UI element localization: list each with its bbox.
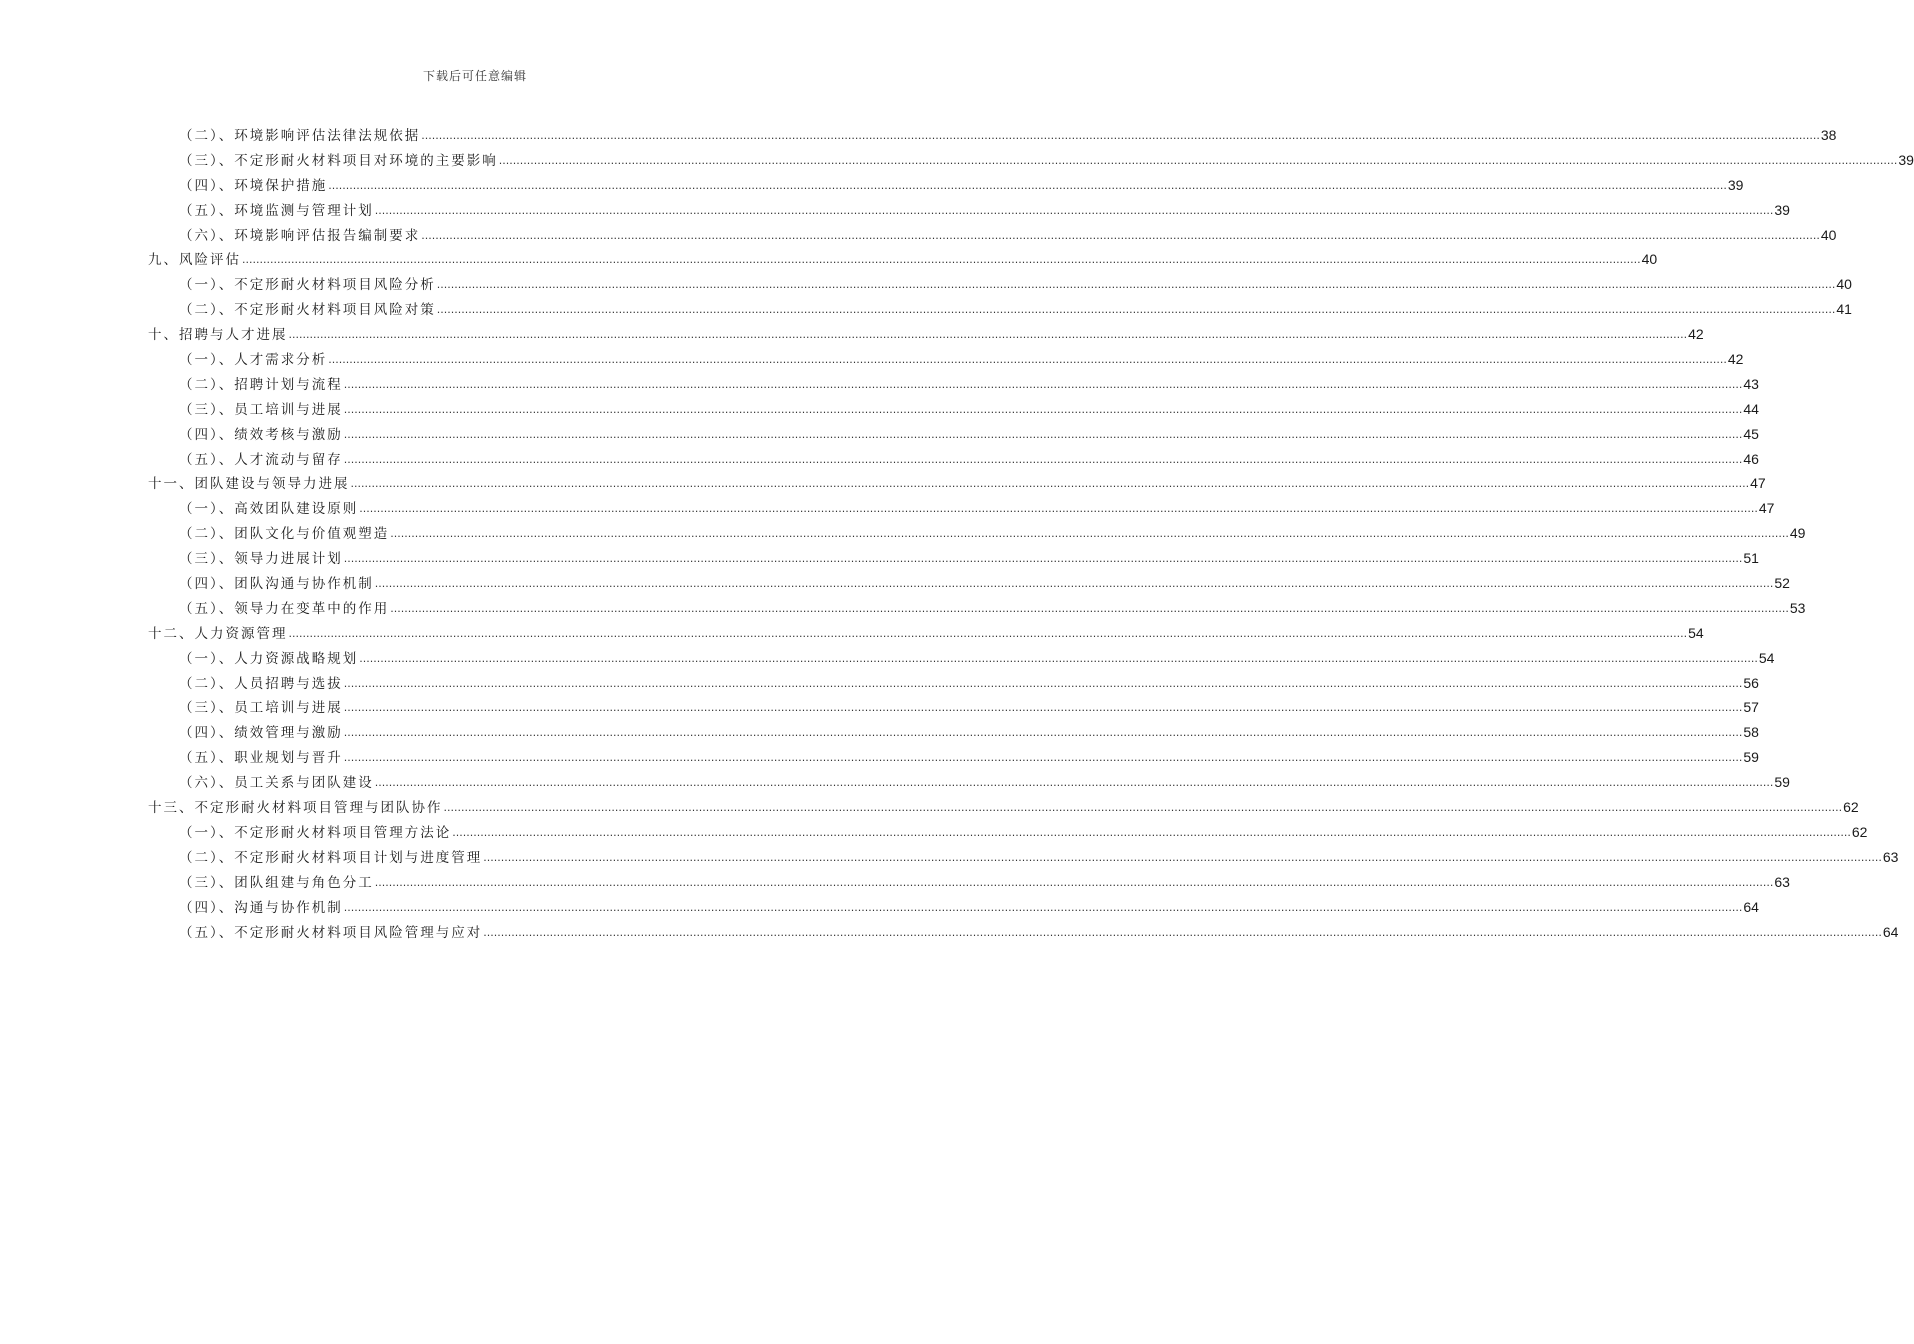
toc-section-entry[interactable] bbox=[148, 771, 1790, 796]
toc-section-entry[interactable] bbox=[148, 672, 1759, 697]
toc-dot-leader: ................................................................................................................................................................................................................................................................................................................................................................................................................ bbox=[374, 577, 1774, 591]
toc-page-number: 38 bbox=[1820, 127, 1837, 143]
toc-entry-title: （四）、环境保护措施 bbox=[179, 177, 328, 194]
toc-page-number: 64 bbox=[1743, 898, 1759, 915]
toc-page-number: 54 bbox=[1688, 624, 1704, 641]
page-header: 下载后可任意编辑 bbox=[422, 69, 527, 83]
toc-section-entry[interactable] bbox=[148, 398, 1759, 423]
toc-entry-title: （三）、领导力进展计划 bbox=[179, 551, 343, 568]
toc-chapter-entry[interactable] bbox=[148, 248, 1658, 273]
toc-entry-title: （五）、环境监测与管理计划 bbox=[179, 202, 374, 219]
toc-dot-leader: ................................................................................................................................................................................................................................................................................................................................................................................................................ bbox=[343, 676, 1743, 690]
toc-page-number: 43 bbox=[1743, 375, 1759, 392]
toc-page-number: 54 bbox=[1758, 649, 1775, 666]
toc-section-entry[interactable] bbox=[148, 572, 1790, 597]
toc-dot-leader: ................................................................................................................................................................................................................................................................................................................................................................................................................ bbox=[436, 278, 1836, 292]
toc-section-entry[interactable] bbox=[148, 448, 1759, 473]
toc-dot-leader: ................................................................................................................................................................................................................................................................................................................................................................................................................ bbox=[343, 427, 1743, 441]
toc-dot-leader: ................................................................................................................................................................................................................................................................................................................................................................................................................ bbox=[288, 328, 1688, 342]
toc-dot-leader: ................................................................................................................................................................................................................................................................................................................................................................................................................ bbox=[343, 452, 1743, 466]
toc-entry-title: （五）、领导力在变革中的作用 bbox=[179, 600, 390, 617]
toc-entry-title: （二）、环境影响评估法律法规依据 bbox=[179, 128, 421, 144]
toc-section-entry[interactable] bbox=[148, 746, 1759, 771]
toc-chapter-entry[interactable] bbox=[148, 796, 1859, 821]
toc-dot-leader: ................................................................................................................................................................................................................................................................................................................................................................................................................ bbox=[328, 178, 1727, 192]
toc-entry-title: 十三、不定形耐火材料项目管理与团队协作 bbox=[148, 800, 443, 817]
toc-entry-title: （五）、不定形耐火材料项目风险管理与应对 bbox=[179, 924, 483, 941]
toc-entry-title: （一）、不定形耐火材料项目风险分析 bbox=[179, 277, 436, 294]
toc-page-number: 64 bbox=[1882, 923, 1899, 940]
toc-dot-leader: ................................................................................................................................................................................................................................................................................................................................................................................................................ bbox=[343, 701, 1743, 715]
toc-page-number: 59 bbox=[1743, 749, 1759, 766]
toc-dot-leader: ................................................................................................................................................................................................................................................................................................................................................................................................................ bbox=[359, 502, 1758, 516]
toc-page-number: 56 bbox=[1743, 674, 1759, 691]
toc-entry-title: （一）、人力资源战略规划 bbox=[179, 650, 359, 667]
toc-section-entry[interactable] bbox=[148, 921, 1899, 946]
toc-section-entry[interactable] bbox=[148, 348, 1744, 373]
toc-entry-title: （四）、团队沟通与协作机制 bbox=[179, 576, 374, 593]
toc-section-entry[interactable] bbox=[148, 547, 1759, 572]
toc-dot-leader: ................................................................................................................................................................................................................................................................................................................................................................................................................ bbox=[390, 527, 1789, 541]
toc-dot-leader: ................................................................................................................................................................................................................................................................................................................................................................................................................ bbox=[343, 377, 1743, 391]
toc-entry-title: （三）、员工培训与进展 bbox=[179, 401, 343, 418]
toc-entry-title: （五）、职业规划与晋升 bbox=[179, 750, 343, 767]
toc-entry-title: （六）、环境影响评估报告编制要求 bbox=[179, 227, 421, 244]
toc-entry-title: 九、风险评估 bbox=[148, 252, 241, 269]
toc-section-entry[interactable] bbox=[148, 497, 1775, 522]
toc-page-number: 42 bbox=[1727, 351, 1744, 368]
toc-dot-leader: ................................................................................................................................................................................................................................................................................................................................................................................................................ bbox=[452, 825, 1851, 839]
toc-page-number: 41 bbox=[1836, 301, 1852, 318]
toc-dot-leader: ................................................................................................................................................................................................................................................................................................................................................................................................................ bbox=[374, 875, 1774, 889]
toc-section-entry[interactable] bbox=[148, 273, 1852, 298]
toc-section-entry[interactable] bbox=[148, 871, 1790, 896]
toc-entry-title: 十、招聘与人才进展 bbox=[148, 327, 288, 344]
toc-entry-title: （一）、不定形耐火材料项目管理方法论 bbox=[179, 824, 452, 841]
toc-dot-leader: ................................................................................................................................................................................................................................................................................................................................................................................................................ bbox=[350, 477, 1750, 491]
toc-dot-leader: ................................................................................................................................................................................................................................................................................................................................................................................................................ bbox=[436, 303, 1836, 317]
toc-entry-title: （一）、人才需求分析 bbox=[179, 352, 328, 369]
toc-dot-leader: ................................................................................................................................................................................................................................................................................................................................................................................................................ bbox=[343, 726, 1743, 740]
toc-page-number: 62 bbox=[1851, 823, 1868, 840]
toc-entry-title: 十二、人力资源管理 bbox=[148, 625, 288, 642]
toc-section-entry[interactable] bbox=[148, 846, 1899, 871]
toc-page-number: 40 bbox=[1820, 226, 1837, 243]
toc-entry-title: （三）、不定形耐火材料项目对环境的主要影响 bbox=[179, 152, 498, 169]
toc-entry-title: 十一、团队建设与领导力进展 bbox=[148, 476, 350, 493]
toc-page-number: 42 bbox=[1688, 326, 1704, 343]
toc-page-number: 51 bbox=[1743, 550, 1759, 567]
toc-dot-leader: ................................................................................................................................................................................................................................................................................................................................................................................................................ bbox=[343, 402, 1743, 416]
toc-entry-title: （三）、团队组建与角色分工 bbox=[179, 874, 374, 891]
toc-chapter-entry[interactable] bbox=[148, 472, 1766, 497]
toc-section-entry[interactable] bbox=[148, 224, 1837, 249]
toc-entry-title: （二）、不定形耐火材料项目计划与进度管理 bbox=[179, 849, 483, 866]
toc-section-entry[interactable] bbox=[148, 174, 1744, 199]
toc-dot-leader: ................................................................................................................................................................................................................................................................................................................................................................................................................ bbox=[242, 253, 1641, 267]
toc-dot-leader: ................................................................................................................................................................................................................................................................................................................................................................................................................ bbox=[288, 626, 1688, 640]
toc-dot-leader: ................................................................................................................................................................................................................................................................................................................................................................................................................ bbox=[343, 900, 1743, 914]
toc-dot-leader: ................................................................................................................................................................................................................................................................................................................................................................................................................ bbox=[343, 751, 1743, 765]
toc-page-number: 62 bbox=[1843, 799, 1859, 816]
toc-entry-title: （四）、沟通与协作机制 bbox=[179, 899, 343, 916]
toc-page-number: 47 bbox=[1750, 475, 1766, 492]
toc-dot-leader: ................................................................................................................................................................................................................................................................................................................................................................................................................ bbox=[374, 203, 1774, 217]
toc-section-entry[interactable] bbox=[148, 522, 1806, 547]
toc-section-entry[interactable] bbox=[148, 298, 1852, 323]
toc-entry-title: （二）、不定形耐火材料项目风险对策 bbox=[179, 302, 436, 319]
toc-section-entry[interactable] bbox=[148, 373, 1759, 398]
toc-page-number: 47 bbox=[1758, 500, 1775, 517]
toc-dot-leader: ................................................................................................................................................................................................................................................................................................................................................................................................................ bbox=[483, 850, 1882, 864]
toc-section-entry[interactable] bbox=[148, 124, 1837, 149]
toc-entry-title: （四）、绩效管理与激励 bbox=[179, 725, 343, 742]
toc-section-entry[interactable] bbox=[148, 696, 1759, 721]
toc-page-number: 40 bbox=[1836, 276, 1852, 293]
toc-section-entry[interactable] bbox=[148, 647, 1775, 672]
toc-page-number: 52 bbox=[1774, 575, 1790, 592]
toc-dot-leader: ................................................................................................................................................................................................................................................................................................................................................................................................................ bbox=[328, 353, 1727, 367]
toc-section-entry[interactable] bbox=[148, 597, 1806, 622]
toc-page-number: 39 bbox=[1898, 151, 1914, 168]
toc-chapter-entry[interactable] bbox=[148, 622, 1704, 647]
toc-chapter-entry[interactable] bbox=[148, 323, 1704, 348]
toc-entry-title: （三）、员工培训与进展 bbox=[179, 700, 343, 717]
toc-dot-leader: ................................................................................................................................................................................................................................................................................................................................................................................................................ bbox=[343, 552, 1743, 566]
toc-section-entry[interactable] bbox=[148, 721, 1759, 746]
table-of-contents bbox=[148, 124, 1914, 945]
toc-entry-title: （二）、团队文化与价值观塑造 bbox=[179, 526, 390, 543]
toc-page-number: 53 bbox=[1789, 599, 1806, 616]
toc-section-entry[interactable] bbox=[148, 423, 1759, 448]
toc-entry-title: （六）、员工关系与团队建设 bbox=[179, 775, 374, 792]
toc-page-number: 39 bbox=[1727, 176, 1744, 193]
toc-section-entry[interactable] bbox=[148, 821, 1868, 846]
toc-section-entry[interactable] bbox=[148, 199, 1790, 224]
toc-section-entry[interactable] bbox=[148, 896, 1759, 921]
toc-dot-leader: ................................................................................................................................................................................................................................................................................................................................................................................................................ bbox=[498, 153, 1898, 167]
toc-entry-title: （四）、绩效考核与激励 bbox=[179, 426, 343, 443]
toc-dot-leader: ................................................................................................................................................................................................................................................................................................................................................................................................................ bbox=[421, 129, 1820, 142]
toc-page-number: 59 bbox=[1774, 774, 1790, 791]
toc-page-number: 39 bbox=[1774, 201, 1790, 218]
toc-page-number: 63 bbox=[1774, 873, 1790, 890]
toc-dot-leader: ................................................................................................................................................................................................................................................................................................................................................................................................................ bbox=[359, 651, 1758, 665]
toc-page-number: 58 bbox=[1743, 724, 1759, 741]
toc-dot-leader: ................................................................................................................................................................................................................................................................................................................................................................................................................ bbox=[421, 228, 1820, 242]
toc-dot-leader: ................................................................................................................................................................................................................................................................................................................................................................................................................ bbox=[443, 801, 1843, 815]
toc-page-number: 40 bbox=[1641, 251, 1658, 268]
toc-page-number: 49 bbox=[1789, 525, 1806, 542]
toc-page-number: 44 bbox=[1743, 400, 1759, 417]
toc-dot-leader: ................................................................................................................................................................................................................................................................................................................................................................................................................ bbox=[483, 925, 1882, 939]
toc-section-entry[interactable] bbox=[148, 149, 1914, 174]
toc-entry-title: （二）、招聘计划与流程 bbox=[179, 376, 343, 393]
toc-entry-title: （一）、高效团队建设原则 bbox=[179, 501, 359, 518]
toc-page-number: 57 bbox=[1743, 699, 1759, 716]
toc-dot-leader: ................................................................................................................................................................................................................................................................................................................................................................................................................ bbox=[390, 601, 1789, 615]
toc-page-number: 63 bbox=[1882, 848, 1899, 865]
toc-entry-title: （五）、人才流动与留存 bbox=[179, 451, 343, 468]
toc-page-number: 45 bbox=[1743, 425, 1759, 442]
toc-page-number: 46 bbox=[1743, 450, 1759, 467]
toc-entry-title: （二）、人员招聘与选拔 bbox=[179, 675, 343, 692]
toc-dot-leader: ................................................................................................................................................................................................................................................................................................................................................................................................................ bbox=[374, 776, 1774, 790]
